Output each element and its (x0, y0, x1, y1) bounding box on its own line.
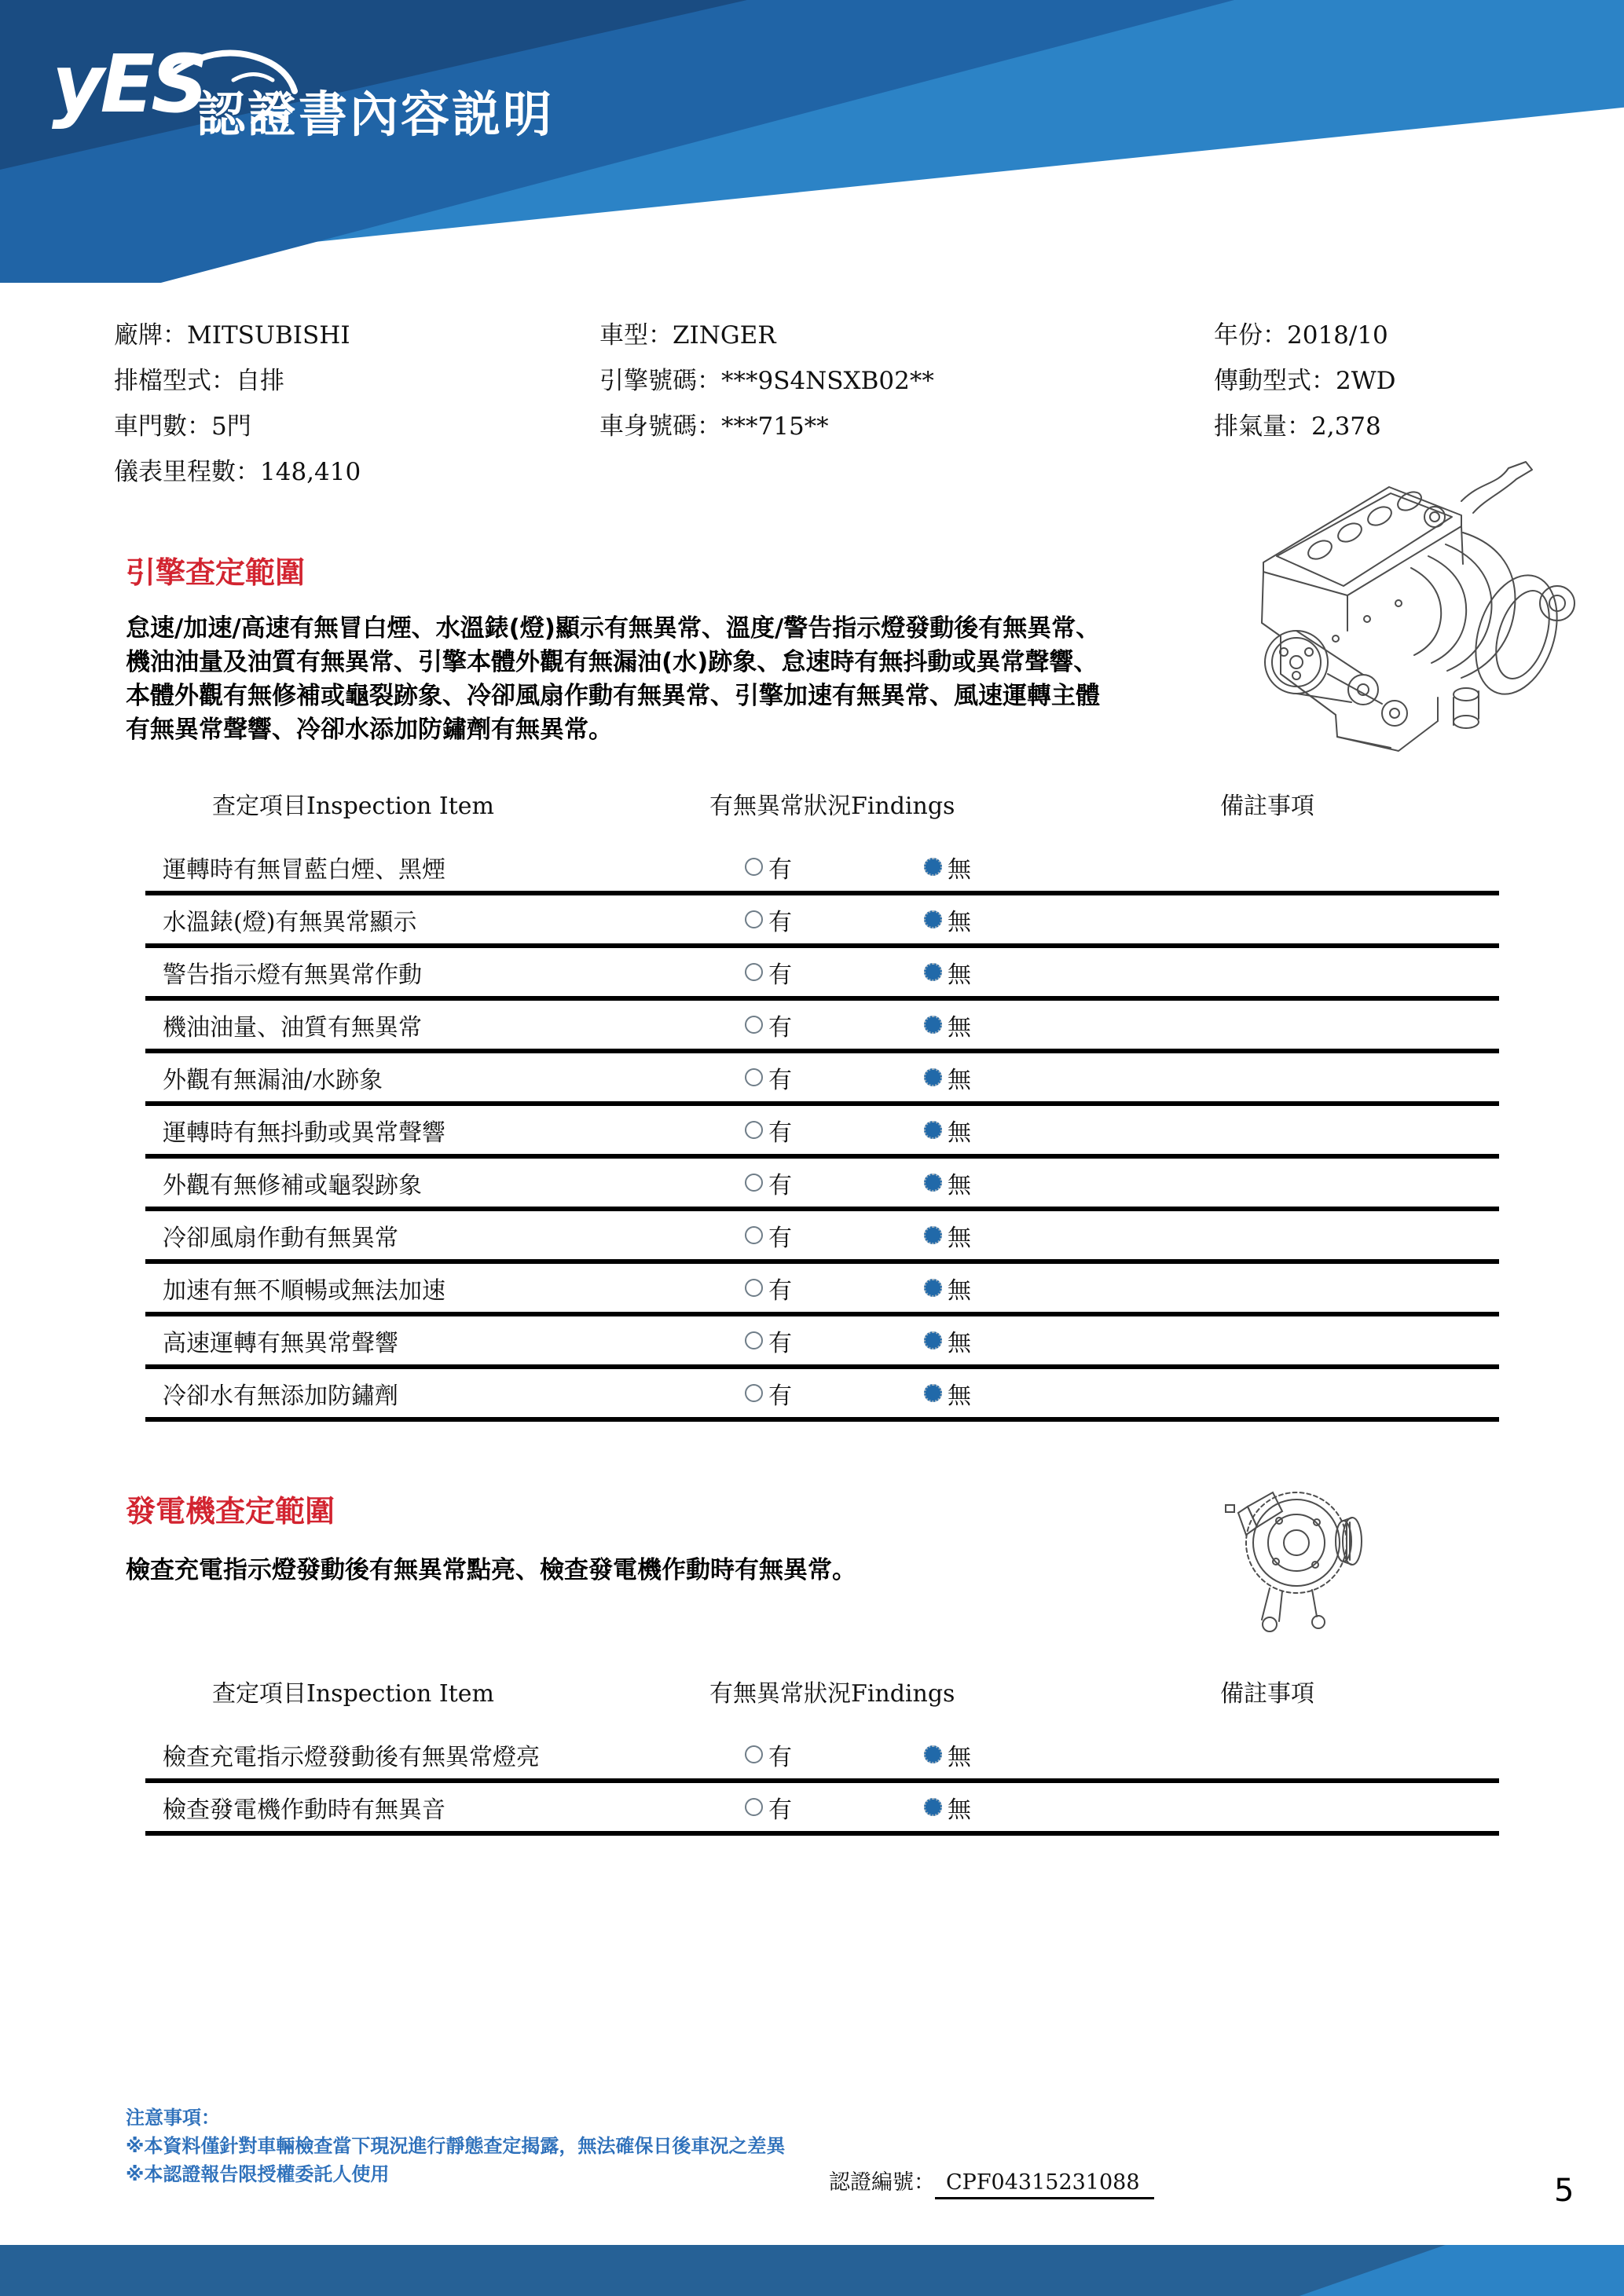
radio-yes[interactable] (745, 1068, 763, 1086)
radio-yes-label: 有 (768, 1382, 792, 1410)
radio-yes-label: 有 (768, 855, 792, 884)
radio-yes-label: 有 (768, 1119, 792, 1147)
inspection-item-label: 外觀有無漏油/水跡象 (163, 1066, 383, 1094)
table-row (145, 948, 1499, 1001)
radio-no[interactable] (924, 1174, 942, 1192)
vehicle-info-row: 排檔型式：自排 (114, 367, 284, 395)
certificate-number-value: CPF04315231088 (935, 2170, 1154, 2199)
description-line: 怠速/加速/高速有無冒白煙、水溫錶(燈)顯示有無異常、溫度/警告指示燈發動後有無異常、 (126, 614, 1101, 643)
radio-no[interactable] (924, 1016, 942, 1034)
radio-yes-label: 有 (768, 1276, 792, 1305)
radio-no[interactable] (924, 1384, 942, 1402)
radio-yes-label: 有 (768, 1224, 792, 1252)
description-line: 檢查充電指示燈發動後有無異常點亮、檢查發電機作動時有無異常。 (126, 1556, 856, 1584)
radio-yes[interactable] (745, 1174, 763, 1192)
column-header-findings: 有無異常狀況Findings (709, 1680, 955, 1708)
table-row (145, 1053, 1499, 1106)
table-row (145, 1159, 1499, 1211)
radio-yes-label: 有 (768, 1171, 792, 1199)
column-header-findings: 有無異常狀況Findings (709, 793, 955, 820)
radio-no[interactable] (924, 1745, 942, 1763)
inspection-item-label: 冷卻水有無添加防鏽劑 (163, 1382, 398, 1410)
radio-no[interactable] (924, 963, 942, 981)
radio-yes-label: 有 (768, 1013, 792, 1042)
inspection-item-label: 水溫錶(燈)有無異常顯示 (163, 908, 417, 936)
radio-no-label: 無 (948, 1743, 971, 1771)
vehicle-info-row: 儀表里程數：148,410 (114, 458, 361, 486)
inspection-item-label: 運轉時有無抖動或異常聲響 (163, 1119, 445, 1147)
notes-title: 注意事項： (126, 2107, 220, 2129)
radio-no-label: 無 (948, 1329, 971, 1357)
certificate-number-label: 認證編號： (829, 2170, 935, 2195)
radio-no[interactable] (924, 1068, 942, 1086)
yes-logo-text: yES (52, 38, 205, 131)
engine-inspection-table (145, 782, 1499, 1422)
table-row (145, 1369, 1499, 1422)
radio-yes[interactable] (745, 1226, 763, 1244)
radio-yes[interactable] (745, 858, 763, 876)
radio-no-label: 無 (948, 1224, 971, 1252)
radio-yes[interactable] (745, 1745, 763, 1763)
footer-bar (0, 2245, 1624, 2296)
column-header-remarks: 備註事項 (1220, 1680, 1314, 1708)
page-title: 認證書內容説明 (196, 86, 555, 143)
radio-no[interactable] (924, 1226, 942, 1244)
radio-no[interactable] (924, 910, 942, 928)
radio-no-label: 無 (948, 1276, 971, 1305)
inspection-item-label: 外觀有無修補或龜裂跡象 (163, 1171, 422, 1199)
table-row (145, 1106, 1499, 1159)
column-header-item: 查定項目Inspection Item (212, 793, 495, 820)
footer-shape-dark (0, 2245, 1624, 2296)
radio-yes[interactable] (745, 1279, 763, 1297)
radio-no-label: 無 (948, 908, 971, 936)
page-number: 5 (1554, 2173, 1575, 2209)
radio-yes[interactable] (745, 1121, 763, 1139)
radio-no-label: 無 (948, 1119, 971, 1147)
certificate-number-row (829, 2165, 1154, 2195)
radio-no-label: 無 (948, 1171, 971, 1199)
vehicle-info-col2 (599, 313, 934, 449)
inspection-item-label: 檢查充電指示燈發動後有無異常燈亮 (163, 1743, 540, 1771)
vehicle-info-row: 年份：2018/10 (1214, 321, 1388, 350)
inspection-item-label: 高速運轉有無異常聲響 (163, 1329, 398, 1357)
radio-yes-label: 有 (768, 908, 792, 936)
radio-yes[interactable] (745, 1384, 763, 1402)
radio-yes-label: 有 (768, 961, 792, 989)
engine-illustration (1202, 438, 1579, 756)
table-row (145, 895, 1499, 948)
footer-notes (126, 2104, 785, 2188)
vehicle-info-col1 (114, 313, 361, 495)
radio-no[interactable] (924, 1121, 942, 1139)
radio-yes-label: 有 (768, 1329, 792, 1357)
radio-no[interactable] (924, 1798, 942, 1816)
vehicle-info-row: 排氣量：2,378 (1214, 412, 1381, 441)
table-row (145, 1730, 1499, 1783)
vehicle-info-row: 車門數：5門 (114, 412, 251, 441)
header-banner (0, 0, 1624, 283)
engine-section-description (126, 612, 1100, 747)
radio-no-label: 無 (948, 961, 971, 989)
radio-yes-label: 有 (768, 1743, 792, 1771)
inspection-item-label: 檢查發電機作動時有無異音 (163, 1796, 445, 1824)
alternator-illustration (1224, 1466, 1377, 1639)
table-row (145, 1316, 1499, 1369)
generator-section-description (126, 1554, 856, 1587)
generator-section-heading: 發電機查定範圍 (126, 1494, 335, 1529)
table-row (145, 1001, 1499, 1053)
radio-yes[interactable] (745, 1016, 763, 1034)
radio-no[interactable] (924, 858, 942, 876)
vehicle-info-row: 廠牌：MITSUBISHI (114, 321, 350, 350)
radio-yes[interactable] (745, 1798, 763, 1816)
column-header-item: 查定項目Inspection Item (212, 1680, 495, 1708)
vehicle-info-row: 車型：ZINGER (599, 321, 776, 350)
description-line: 機油油量及油質有無異常、引擎本體外觀有無漏油(水)跡象、怠速時有無抖動或異常聲響、 (126, 648, 1098, 676)
radio-no-label: 無 (948, 1382, 971, 1410)
radio-no[interactable] (924, 1279, 942, 1297)
table-row (145, 1211, 1499, 1264)
radio-no-label: 無 (948, 1013, 971, 1042)
engine-section-heading: 引擎查定範圍 (126, 555, 306, 590)
vehicle-info-row: 傳動型式：2WD (1214, 367, 1396, 395)
radio-yes[interactable] (745, 1331, 763, 1349)
table-header-row (145, 782, 1499, 843)
radio-no[interactable] (924, 1331, 942, 1349)
note-line: ※本資料僅針對車輛檢查當下現況進行靜態查定揭露，無法確保日後車況之差異 (126, 2135, 786, 2157)
radio-no-label: 無 (948, 1796, 971, 1824)
radio-no-label: 無 (948, 855, 971, 884)
inspection-item-label: 加速有無不順暢或無法加速 (163, 1276, 445, 1305)
note-line: ※本認證報告限授權委託人使用 (126, 2163, 390, 2185)
inspection-item-label: 運轉時有無冒藍白煙、黑煙 (163, 855, 445, 884)
column-header-remarks: 備註事項 (1220, 793, 1314, 820)
table-header-row (145, 1669, 1499, 1730)
description-line: 有無異常聲響、冷卻水添加防鏽劑有無異常。 (126, 716, 613, 744)
vehicle-info-row: 引擎號碼：***9S4NSXB02** (599, 367, 934, 395)
table-row (145, 843, 1499, 895)
generator-inspection-table (145, 1669, 1499, 1836)
description-line: 本體外觀有無修補或龜裂跡象、冷卻風扇作動有無異常、引擎加速有無異常、風速運轉主體 (126, 682, 1100, 710)
vehicle-info-row: 車身號碼：***715** (599, 412, 829, 441)
inspection-item-label: 冷卻風扇作動有無異常 (163, 1224, 398, 1252)
radio-yes[interactable] (745, 963, 763, 981)
radio-no-label: 無 (948, 1066, 971, 1094)
inspection-item-label: 警告指示燈有無異常作動 (163, 961, 422, 989)
radio-yes-label: 有 (768, 1066, 792, 1094)
table-row (145, 1264, 1499, 1316)
radio-yes-label: 有 (768, 1796, 792, 1824)
table-row (145, 1783, 1499, 1836)
vehicle-info-col3 (1214, 313, 1395, 449)
radio-yes[interactable] (745, 910, 763, 928)
inspection-item-label: 機油油量、油質有無異常 (163, 1013, 422, 1042)
